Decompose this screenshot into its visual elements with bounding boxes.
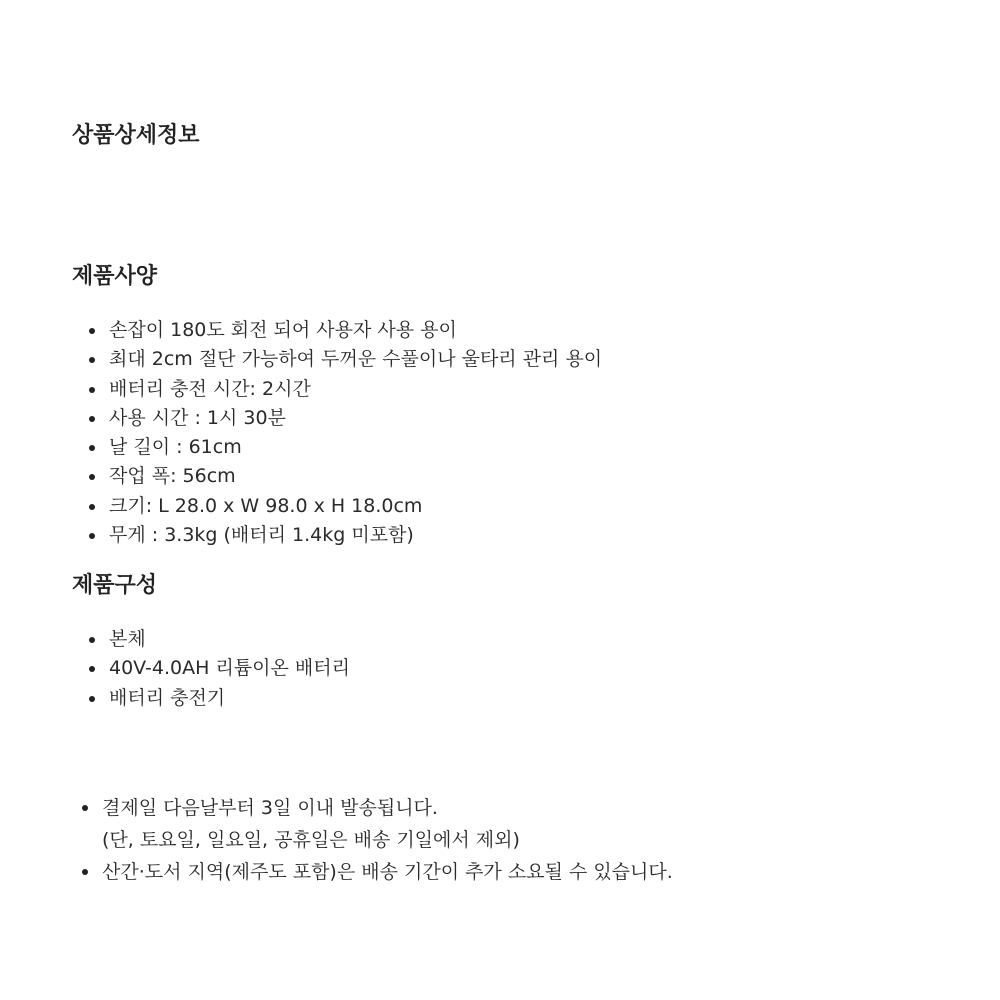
spec-item: 작업 폭: 56cm xyxy=(73,462,602,491)
notice-item xyxy=(72,792,673,856)
spec-item: 최대 2cm 절단 가능하여 두꺼운 수풀이나 울타리 관리 용이 xyxy=(73,345,602,374)
spec-item: 무게 : 3.3kg (배터리 1.4kg 미포함) xyxy=(73,521,602,550)
spec-item: 손잡이 180도 회전 되어 사용자 사용 용이 xyxy=(73,316,602,345)
notice-item xyxy=(72,856,673,888)
component-item: 본체 xyxy=(73,625,350,654)
notice-line: 산간·도서 지역(제주도 포함)은 배송 기간이 추가 소요될 수 있습니다. xyxy=(102,861,673,883)
components-list xyxy=(73,625,350,713)
specs-list xyxy=(73,316,602,550)
notice-line: 결제일 다음날부터 3일 이내 발송됩니다. xyxy=(102,797,438,819)
components-heading: 제품구성 xyxy=(72,573,158,598)
spec-item: 크기: L 28.0 x W 98.0 x H 18.0cm xyxy=(73,492,602,521)
spec-item: 배터리 충전 시간: 2시간 xyxy=(73,375,602,404)
page-title: 상품상세정보 xyxy=(72,123,200,148)
shipping-notice-list xyxy=(72,792,673,888)
specs-heading: 제품사양 xyxy=(72,264,158,289)
component-item: 40V-4.0AH 리튬이온 배터리 xyxy=(73,654,350,683)
spec-item: 사용 시간 : 1시 30분 xyxy=(73,404,602,433)
component-item: 배터리 충전기 xyxy=(73,684,350,713)
notice-line: (단, 토요일, 일요일, 공휴일은 배송 기일에서 제외) xyxy=(102,829,520,851)
spec-item: 날 길이 : 61cm xyxy=(73,433,602,462)
